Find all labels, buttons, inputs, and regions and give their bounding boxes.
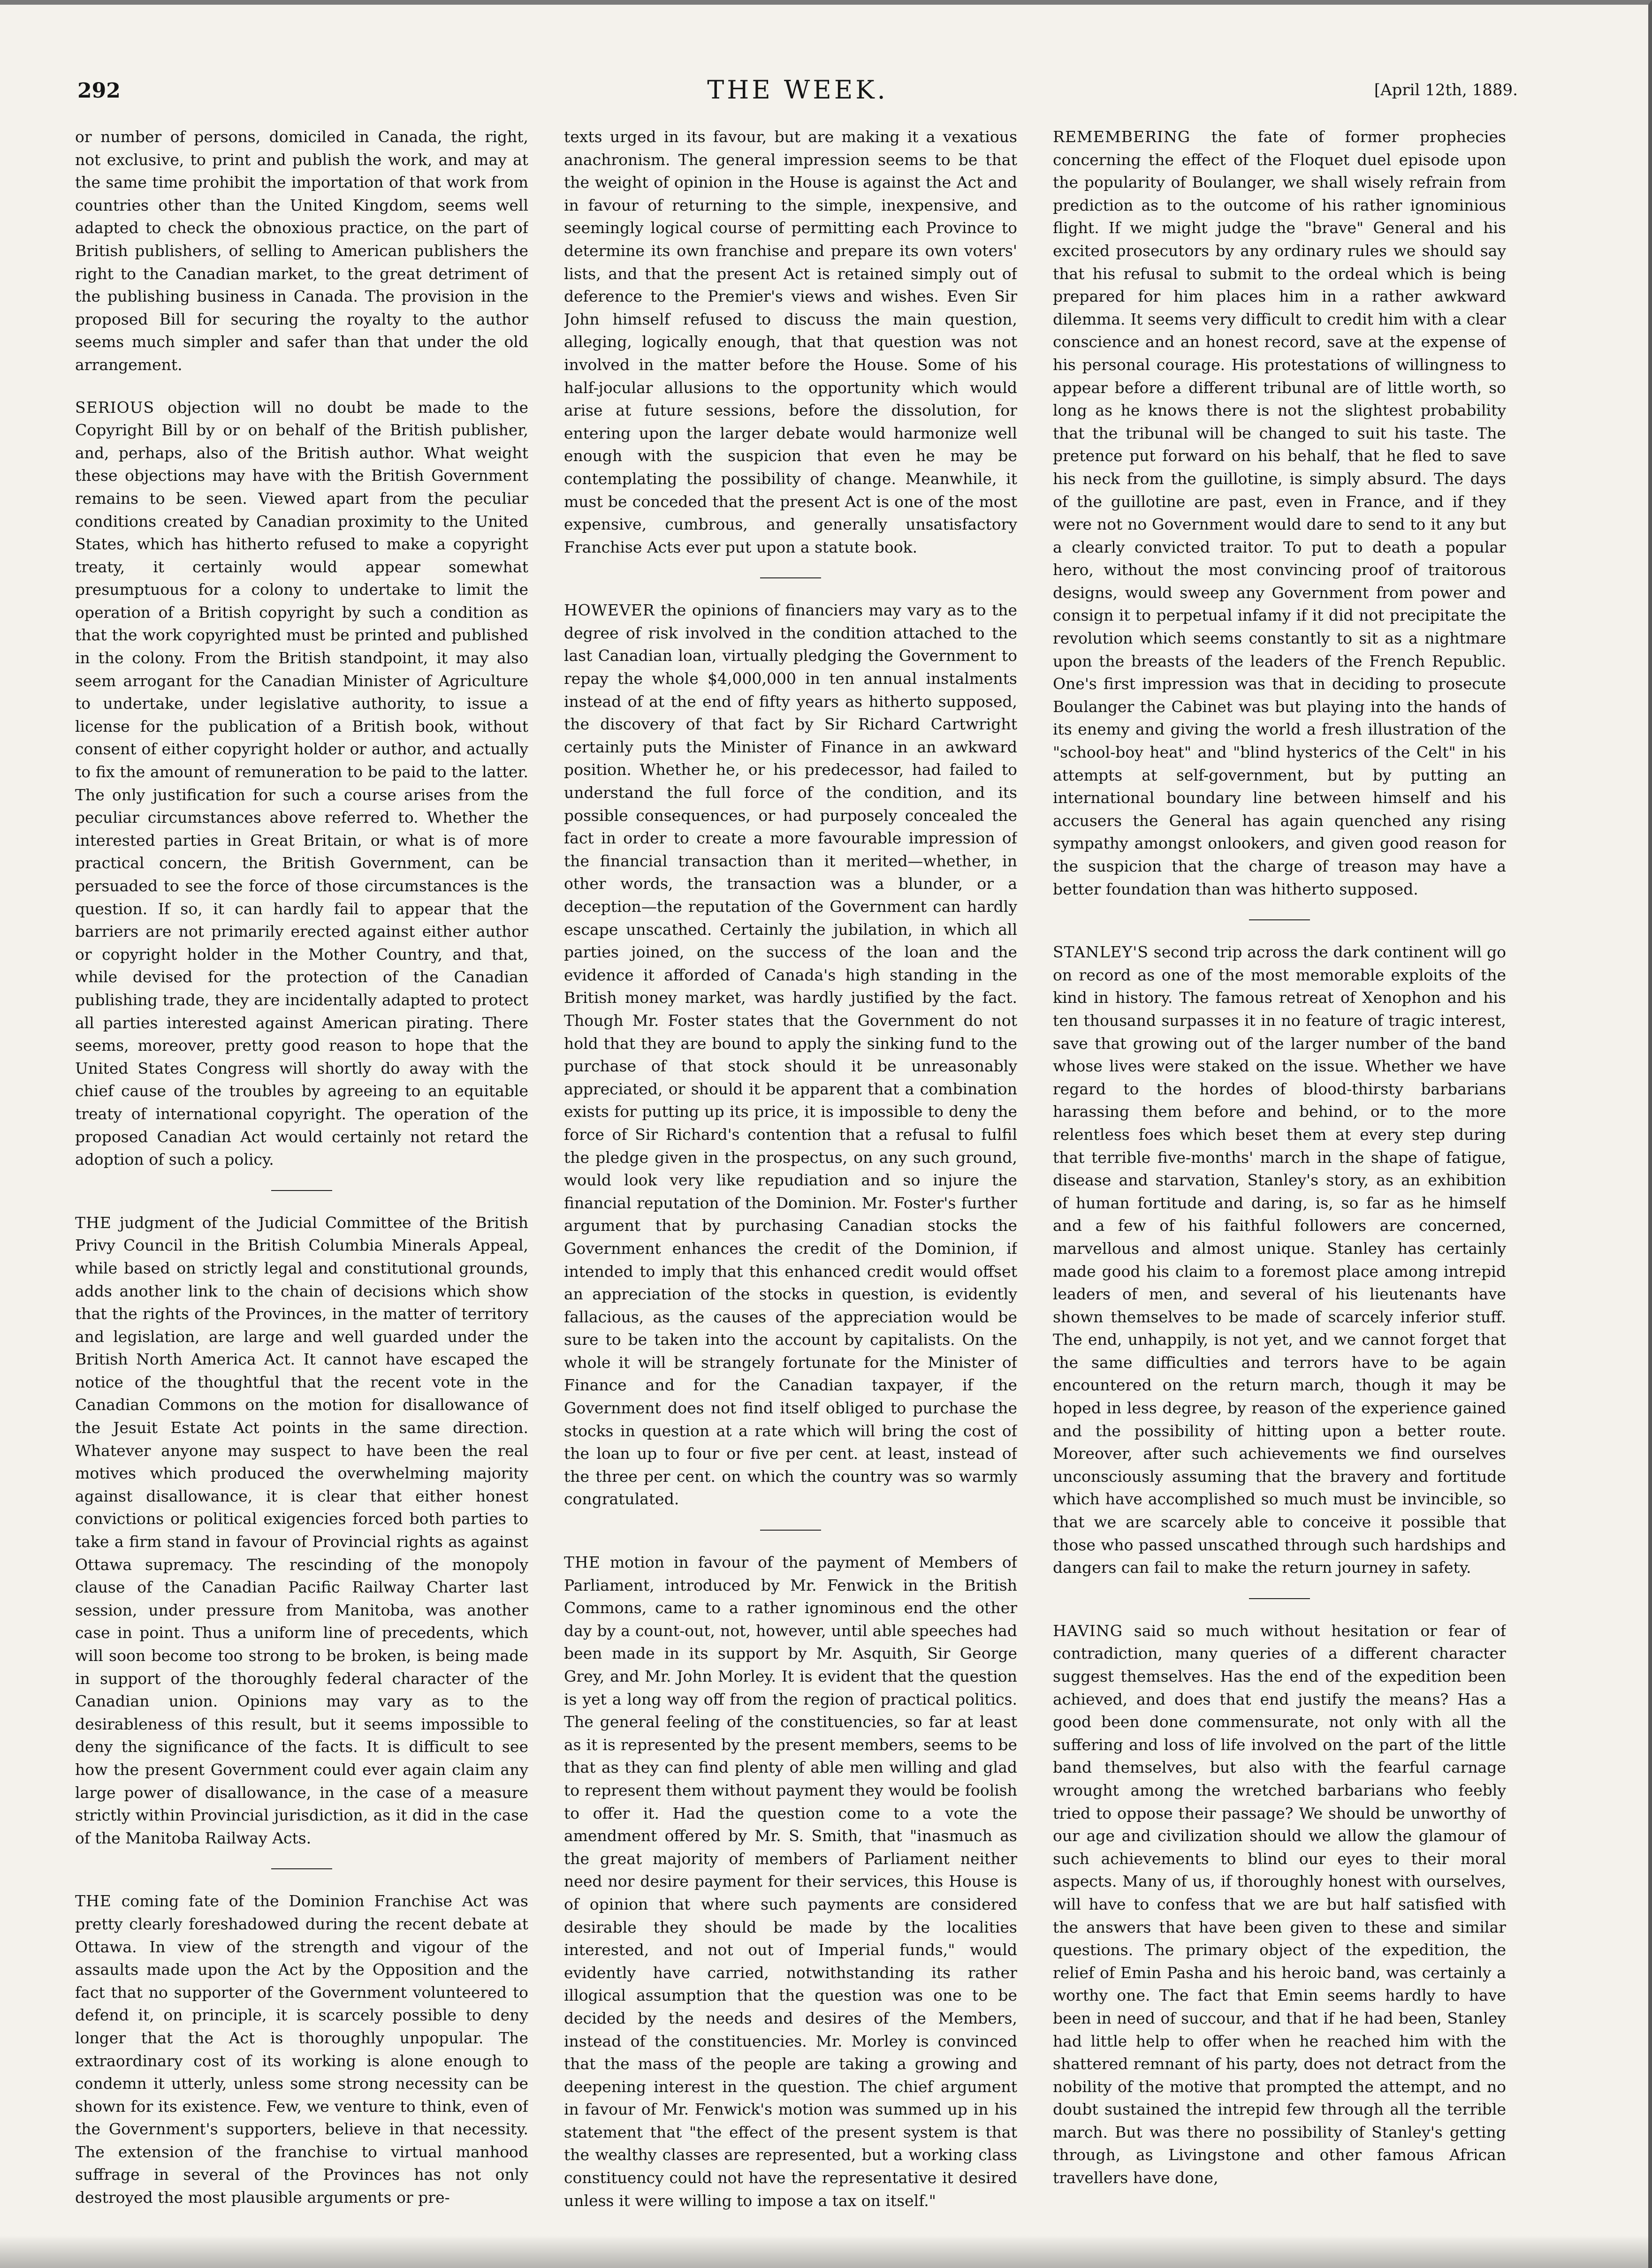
paragraph [1053, 1620, 1506, 2190]
paragraph-lead: REMEMBERING [1053, 128, 1191, 146]
paragraph-body: the fate of former prophecies concerning the effect of the Floquet duel episode upon the popularity of Boulanger, we shall wisely refrain from prediction as to the outcome of his rather ignominious flight. If we might judge the "brave" General and his excited prosecutors by any ordinary rules we should say that his refusal to submit to the ordeal which is being prepared for him places him in a rather awkward dilemma. It seems very difficult to credit him with a clear conscience and an honest record, save at the expense of his personal courage. His protestations of willingness to appear before a different tribunal are of little worth, so long as he knows there is not the slightest probability that the tribunal will be changed to suit his taste. The pretence put forward on his behalf, that he fled to save his neck from the guillotine, is simply absurd. The days of the guillotine are past, even in France, and if they were not no Government would dare to send to it any but a clearly convicted traitor. To put to death a popular hero, without the most convincing proof of traitorous designs, would sweep any Government from power and consign it to perpetual infamy if it did not precipitate the revolution which seems constantly to sit as a nightmare upon the breasts of the leaders of the French Republic. One's first impression was that in deciding to prosecute Boulanger the Cabinet was but playing into the hands of its enemy and giving the world a fresh illustration of the "school-boy heat" and "blind hysterics of the Celt" in his attempts at self-government, but by putting an international boundary line between himself and his accusers the General has again quenched any rising sympathy amongst onlookers, and given good reason for the suspicion that the charge of treason may have a better foundation than was hitherto supposed. [1053, 128, 1506, 898]
paragraph-body: coming fate of the Dominion Franchise Act was pretty clearly foreshadowed during the recent debate at Ottawa. In view of the strength and vigour of the assaults made upon the Act by the Opposition and the fact that no supporter of the Government volunteered to defend it, on principle, it is scarcely possible to deny longer that the Act is thoroughly unpopular. The extraordinary cost of its working is alone enough to condemn it utterly, unless some strong necessity can be shown for its existence. Few, we venture to think, even of the Government's supporters, believe in that necessity. The extension of the franchise to virtual manhood suffrage in several of the Provinces has not only destroyed the most plausible arguments or pre- [75, 1892, 528, 2207]
scan-shadow [0, 2235, 1652, 2268]
paragraph-lead: HAVING [1053, 1621, 1123, 1640]
paragraph-body: said so much without hesitation or fear of contradiction, many queries of a different character suggest themselves. Has the end of the expedition been achieved, and does that end justify the means? Has a good been done commensurate, not only with all the suffering and loss of life involved on the part of the little band themselves, but also with the fearful carnage wrought among the wretched barbarians who feebly tried to oppose their passage? We should be unworthy of our age and civilization should we allow the glamour of such achievements to blind our eyes to their moral aspects. Many of us, if thoroughly honest with ourselves, will have to confess that we are but half satisfied with the answers that have been given to these and similar questions. The primary object of the expedition, the relief of Emin Pasha and his heroic band, was certainly a worthy one. The fact that Emin seems hardly to have been in need of succour, and that if he had been, Stanley had little help to offer when he reached him with the shattered remnant of his party, does not detract from the nobility of the motive that prompted the attempt, and no doubt sustained the intrepid few through all the terrible march. But was there no possibility of Stanley's getting through, as Livingstone and other famous African travellers have done, [1053, 1621, 1506, 2187]
paragraph-body: judgment of the Judicial Committee of the British Privy Council in the British Columbia Minerals Appeal, while based on strictly legal and constitutional grounds, adds another link to the chain of decisions which show that the rights of the Provinces, in the matter of territory and legislation, are large and well guarded under the British North America Act. It cannot have escaped the notice of the thoughtful that the recent vote in the Canadian Commons on the motion for disallowance of the Jesuit Estate Act points in the same direction. Whatever anyone may suspect to have been the real motives which produced the overwhelming majority against disallowance, it is clear that either honest convictions or political exigencies forced both parties to take a firm stand in favour of Provincial rights as against Ottawa supremacy. The rescinding of the monopoly clause of the Canadian Pacific Railway Charter last session, under pressure from Manitoba, was another case in point. Thus a uniform line of precedents, which will soon become too strong to be broken, is being made in support of the thoroughly federal character of the Canadian union. Opinions may vary as to the desirableness of this result, but it seems impossible to deny the significance of the facts. It is difficult to see how the present Government could ever again claim any large power of disallowance, in the case of a measure strictly within Provincial jurisdiction, as it did in the case of the Manitoba Railway Acts. [75, 1213, 528, 1847]
paragraph-lead: SERIOUS [75, 398, 155, 417]
column-1 [75, 126, 528, 2227]
paragraph-lead: STANLEY'S [1053, 943, 1149, 962]
column-3 [1053, 126, 1506, 2227]
paragraph [564, 599, 1017, 1511]
section-divider [760, 1530, 821, 1531]
section-divider [271, 1190, 332, 1191]
section-divider [1249, 1598, 1310, 1599]
section-divider [271, 1868, 332, 1869]
paragraph-body: objection will no doubt be made to the Copyright Bill by or on behalf of the British publisher, and, perhaps, also of the British author. What weight these objections may have with the British Government remains to be seen. Viewed apart from the peculiar conditions created by Canadian proximity to the United States, which has hitherto refused to make a copyright treaty, it certainly would appear somewhat presumptuous for a colony to undertake to limit the operation of a British copyright by such a condition as that the work copyrighted must be printed and published in the colony. From the British standpoint, it may also seem arrogant for the Canadian Minister of Agriculture to undertake, under legislative authority, to issue a license for the publication of a British book, without consent of either copyright holder or author, and actually to fix the amount of remuneration to be paid to the latter. The only justification for such a course arises from the peculiar circumstances above referred to. Whether the interested parties in Great Britain, or what is of more practical concern, the British Government, can be persuaded to see the force of those circumstances is the question. If so, it can hardly fail to appear that the barriers are not primarily erected against either author or copyright holder in the Mother Country, and that, while devised for the protection of the Canadian publishing trade, they are incidentally adapted to protect all parties interested against American pirating. There seems, moreover, pretty good reason to hope that the United States Congress will shortly do away with the chief cause of the troubles by agreeing to an equitable treaty of international copyright. The operation of the proposed Canadian Act would certainly not retard the adoption of such a policy. [75, 398, 528, 1169]
paragraph-lead: THE [75, 1892, 112, 1911]
section-divider [760, 577, 821, 578]
issue-date: [April 12th, 1889. [1374, 81, 1518, 99]
paragraph-lead: THE [75, 1213, 112, 1232]
paragraph [1053, 126, 1506, 901]
masthead-title: THE WEEK. [707, 75, 888, 105]
paragraph [564, 1551, 1017, 2212]
paragraph-body: second trip across the dark continent will go on record as one of the most memorable exploits of the kind in history. The famous retreat of Xenophon and his ten thousand surpasses it in no feature of tragic interest, save that growing out of the larger number of the band whose lives were staked on the issue. Whether we have regard to the hordes of blood-thirsty barbarians harassing them before and behind, or to the more relentless foes which beset them at every step during that terrible five-months' march in the shape of fatigue, disease and starvation, Stanley's story, as an exhibition of human fortitude and daring, is, so far as he himself and a few of his faithful followers are concerned, marvellous and almost unique. Stanley has certainly made good his claim to a foremost place among intrepid leaders of men, and several of his lieutenants have shown themselves to be made of scarcely inferior stuff. The end, unhappily, is not yet, and we cannot forget that the same difficulties and terrors have to be again encountered on the return march, though it may be hoped in less degree, by reason of the experience gained and the possibility of hitting upon a better route. Moreover, after such achievements we find ourselves unconsciously assuming that the bravery and fortitude which have accomplished so much must be invincible, so that we are scarcely able to conceive it possible that those who passed unscathed through such hardships and dangers can fail to make the return journey in safety. [1053, 943, 1506, 1577]
paragraph [1053, 941, 1506, 1579]
column-2 [564, 126, 1017, 2227]
paragraph [75, 1890, 528, 2209]
page-header [77, 75, 1518, 113]
paragraph-body: texts urged in its favour, but are making it a vexatious anachronism. The general impression seems to be that the weight of opinion in the House is against the Act and in favour of returning to the simple, inexpensive, and seemingly logical course of permitting each Province to determine its own franchise and prepare its own voters' lists, and that the present Act is retained simply out of deference to the Premier's views and wishes. Even Sir John himself refused to discuss the main question, alleging, logically enough, that that question was not involved in the matter before the House. Some of his half-jocular allusions to the opportunity which would arise at future sessions, before the dissolution, for entering upon the larger debate would harmonize well enough with the suspicion that even he may be contemplating the possibility of change. Meanwhile, it must be conceded that the present Act is one of the most expensive, cumbrous, and generally unsatisfactory Franchise Acts ever put upon a statute book. [564, 128, 1017, 556]
section-divider [1249, 919, 1310, 920]
page-number: 292 [77, 79, 121, 103]
paragraph [564, 126, 1017, 559]
paragraph [75, 126, 528, 377]
paragraph-body: or number of persons, domiciled in Canada, the right, not exclusive, to print and publish the work, and may at the same time prohibit the importation of that work from countries other than the United Kingdom, seems well adapted to check the obnoxious practice, on the part of British publishers, of selling to American publishers the right to the Canadian market, to the great detriment of the publishing business in Canada. The provision in the proposed Bill for securing the royalty to the author seems much simpler and safer than that under the old arrangement. [75, 128, 528, 374]
paragraph-lead: HOWEVER [564, 601, 655, 620]
paragraph [75, 1212, 528, 1850]
article-columns [75, 126, 1506, 2227]
paragraph [75, 396, 528, 1171]
paragraph-body: the opinions of financiers may vary as to the degree of risk involved in the condition attached to the last Canadian loan, virtually pledging the Government to repay the whole $4,000,000 in ten annual instalments instead of at the end of fifty years as hitherto supposed, the discovery of that fact by Sir Richard Cartwright certainly puts the Minister of Finance in an awkward position. Whether he, or his predecessor, had failed to understand the full force of the condition, and its possible consequences, or had purposely concealed the fact in order to create a more favourable impression of the financial transaction than it merited—whether, in other words, the transaction was a blunder, or a deception—the reputation of the Government can hardly escape unscathed. Certainly the jubilation, in which all parties joined, on the success of the loan and the evidence it afforded of Canada's high standing in the British money market, was hardly justified by the fact. Though Mr. Foster states that the Government do not hold that they are bound to apply the sinking fund to the purchase of that stock should it be unreasonably appreciated, or should it be apparent that a combination exists for putting up its price, it is impossible to deny the force of Sir Richard's contention that a refusal to fulfil the pledge given in the prospectus, on any such ground, would look very like repudiation and so injure the financial reputation of the Dominion. Mr. Foster's further argument that by purchasing Canadian stocks the Government enhances the credit of the Dominion, if intended to imply that this enhanced credit would offset an appreciation of the stocks in question, is evidently fallacious, as the causes of the appreciation would be sure to be taken into the account by capitalists. On the whole it will be strangely fortunate for the Minister of Finance and for the Canadian taxpayer, if the Government does not find itself obliged to purchase the stocks in question at a rate which will bring the cost of the loan up to four or five per cent. at least, instead of the three per cent. on which the country was so warmly congratulated. [564, 601, 1017, 1509]
paragraph-lead: THE [564, 1553, 601, 1572]
paragraph-body: motion in favour of the payment of Members of Parliament, introduced by Mr. Fenwick in the British Commons, came to a rather ignominous end the other day by a count-out, not, however, until able speeches had been made in its support by Mr. Asquith, Sir George Grey, and Mr. John Morley. It is evident that the question is yet a long way off from the region of practical politics. The general feeling of the constituencies, so far at least as it is represented by the present members, seems to be that as they can find plenty of able men willing and glad to represent them without payment they would be foolish to offer it. Had the question come to a vote the amendment offered by Mr. S. Smith, that "inasmuch as the great majority of members of Parliament neither need nor desire payment for their services, this House is of opinion that where such payments are considered desirable they should be made by the localities interested, and not out of Imperial funds," would evidently have carried, notwithstanding its rather illogical assumption that the question was one to be decided by the needs and desires of the Members, instead of the constituencies. Mr. Morley is convinced that the mass of the people are taking a growing and deepening interest in the question. The chief argument in favour of Mr. Fenwick's motion was summed up in his statement that "the effect of the present system is that the wealthy classes are represented, but a working class constituency could not have the representative it desired unless it were willing to impose a tax on itself." [564, 1553, 1017, 2210]
